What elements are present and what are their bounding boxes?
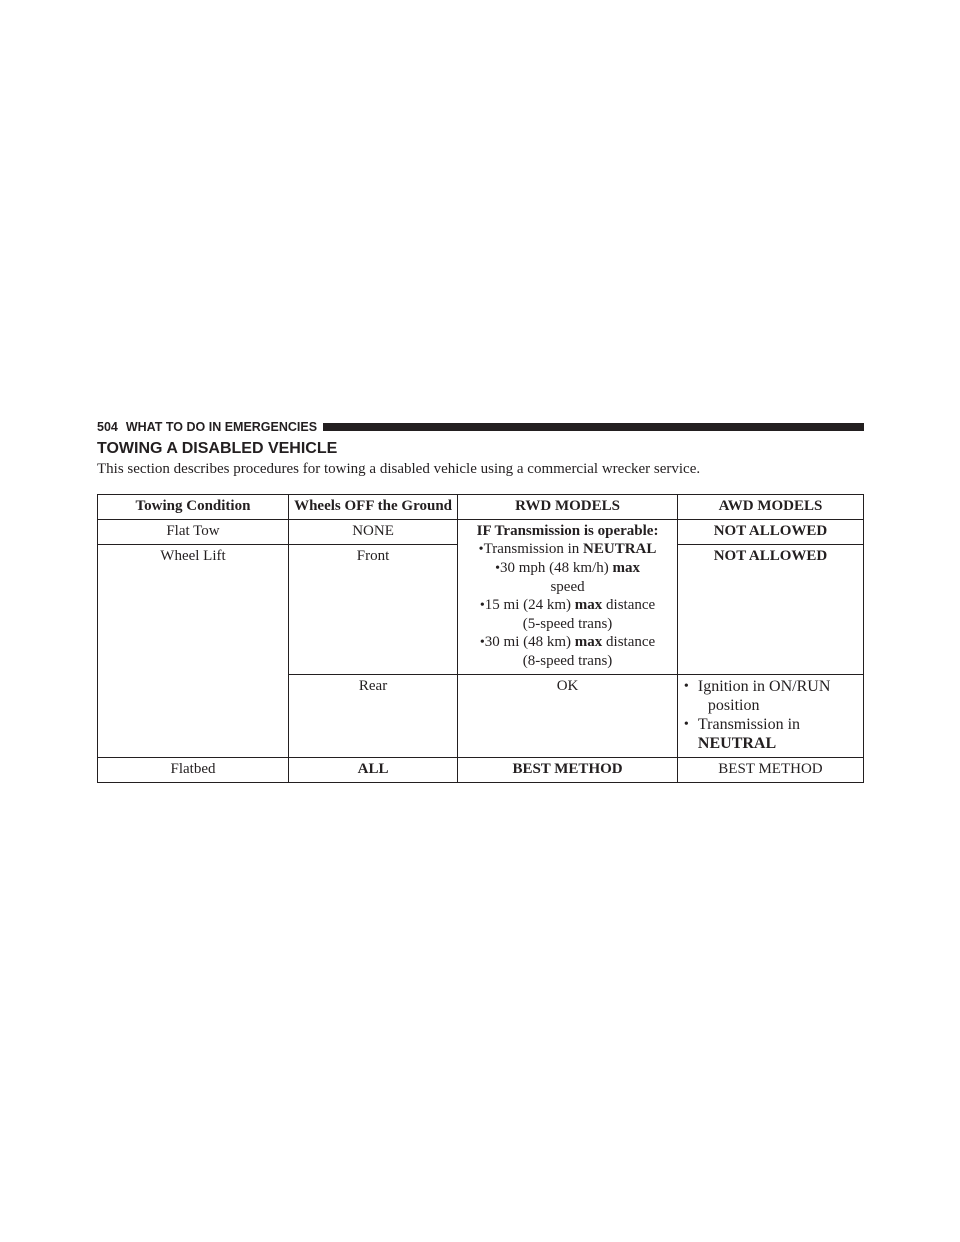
bullet-icon: • xyxy=(683,679,689,694)
bullet-icon: • xyxy=(495,561,500,576)
page-header xyxy=(97,419,864,435)
header-towing-condition: Towing Condition xyxy=(98,495,289,520)
awd-rear-list xyxy=(680,677,861,753)
cell-flat-tow-awd: NOT ALLOWED xyxy=(677,520,863,545)
header-rwd-models: RWD MODELS xyxy=(458,495,678,520)
header-awd-models: AWD MODELS xyxy=(677,495,863,520)
list-item: • Transmission in NEUTRAL xyxy=(683,716,801,752)
cell-flatbed-wheels: ALL xyxy=(288,758,457,783)
page-number: 504 xyxy=(97,420,118,434)
page-title: TOWING A DISABLED VEHICLE xyxy=(97,440,338,457)
cell-wheel-lift-rear-awd xyxy=(677,675,863,758)
section-title: WHAT TO DO IN EMERGENCIES xyxy=(125,420,318,434)
rwd-operable-heading: IF Transmission is operable: xyxy=(476,523,659,539)
cell-wheel-lift-rear-rwd: OK xyxy=(458,675,678,758)
cell-flatbed-rwd: BEST METHOD xyxy=(458,758,678,783)
table-header-row xyxy=(98,495,864,520)
bullet-icon: • xyxy=(683,717,689,732)
cell-flatbed-awd: BEST METHOD xyxy=(677,758,863,783)
cell-wheel-lift-front: Front xyxy=(288,545,457,675)
header-wheels-off-ground: Wheels OFF the Ground xyxy=(288,495,457,520)
towing-table xyxy=(97,494,864,783)
bullet-icon: • xyxy=(478,542,484,557)
list-item: •30 mi (48 km) max distance (8-speed trans) xyxy=(479,634,656,669)
rwd-operable-list xyxy=(460,540,675,670)
table-row-flatbed xyxy=(98,758,864,783)
cell-wheel-lift-front-awd: NOT ALLOWED xyxy=(677,545,863,675)
bullet-icon: • xyxy=(479,635,485,650)
bullet-icon: • xyxy=(479,598,485,613)
table-row-flat-tow xyxy=(98,520,864,545)
cell-wheel-lift-rear: Rear xyxy=(288,675,457,758)
cell-wheel-lift-condition: Wheel Lift xyxy=(98,545,289,758)
cell-flatbed-condition: Flatbed xyxy=(98,758,289,783)
cell-rwd-operable xyxy=(458,520,678,675)
list-item: •15 mi (24 km) max distance (5-speed trans) xyxy=(479,597,656,632)
intro-paragraph: This section describes procedures for towing a disabled vehicle using a commercial wrecker service. xyxy=(97,461,701,477)
list-item: • Ignition in ON/RUN position xyxy=(683,678,831,714)
cell-flat-tow-wheels: NONE xyxy=(288,520,457,545)
cell-flat-tow-condition: Flat Tow xyxy=(98,520,289,545)
header-rule xyxy=(323,423,864,431)
list-item: •30 mph (48 km/h) max speed xyxy=(495,560,640,595)
list-item: •Transmission in NEUTRAL xyxy=(478,541,657,557)
